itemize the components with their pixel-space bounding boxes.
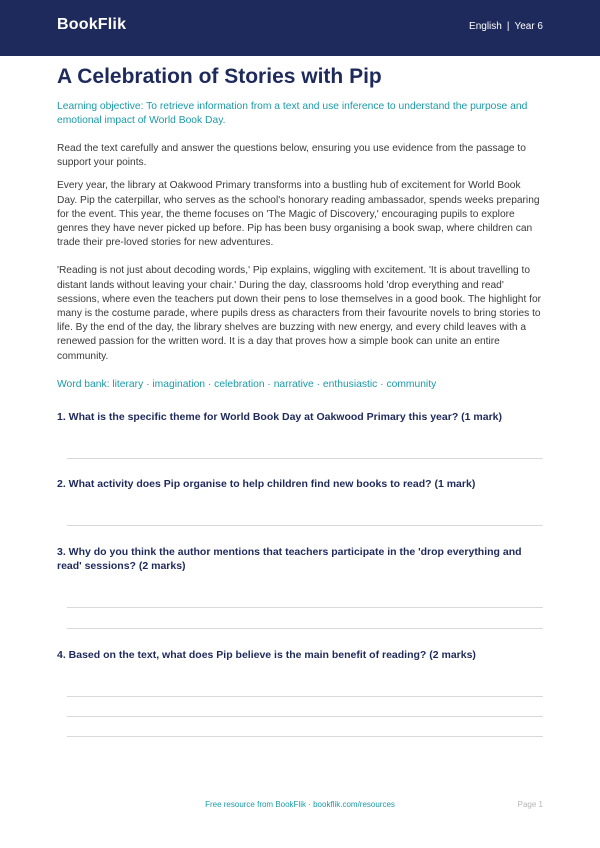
question-1: 1. What is the specific theme for World Book Day at Oakwood Primary this year? (1 mark) <box>57 410 503 423</box>
answer-line[interactable] <box>67 458 543 459</box>
page-footer <box>0 800 600 816</box>
brand-logo[interactable]: BookFlik <box>57 16 127 33</box>
answer-line[interactable] <box>67 736 543 737</box>
answer-line[interactable] <box>67 607 543 608</box>
word-bank: Word bank: literary · imagination · celebration · narrative · enthusiastic · community <box>57 378 437 390</box>
answer-line[interactable] <box>67 628 543 629</box>
answer-line[interactable] <box>67 696 543 697</box>
passage-paragraph-2: 'Reading is not just about decoding words,' Pip explains, wiggling with excitement. 'It is about travelling to distant lands without leaving your chair.' During the day, classrooms hold 'drop everything and read' sessions, where even the teachers put down their pens to lose themselves in a good book. The highlight for many is the costume parade, where pupils dress as characters from their favourite novels to bring stories to life. By the end of the day, the library shelves are buzzing with new energy, and every child leaves with a renewed passion for the written word. It is a day that proves how a simple book can unite an entire community. <box>57 265 542 362</box>
passage-paragraph-1: Every year, the library at Oakwood Primary transforms into a bustling hub of excitement for World Book Day. Pip the caterpillar, who serves as the school's honorary reading ambassador, spends weeks preparing for the event. This year, the theme focuses on 'The Magic of Discovery,' encouraging pupils to explore genres they have never picked up before. Pip has been busy organising a book swap, where children can trade their pre-loved stories for new adventures. <box>57 180 540 249</box>
page-header <box>0 0 600 56</box>
question-3: 3. Why do you think the author mentions that teachers participate in the 'drop everything and read' sessions? (2 marks) <box>57 545 522 572</box>
answer-line[interactable] <box>67 525 543 526</box>
year-group: Year 6 <box>514 20 543 32</box>
worksheet-content <box>57 62 543 737</box>
page-number: Page 1 <box>517 800 543 809</box>
answer-line[interactable] <box>67 716 543 717</box>
subject-label <box>469 21 543 32</box>
subject-name: English <box>469 20 502 32</box>
page-title: A Celebration of Stories with Pip <box>57 65 382 88</box>
question-4: 4. Based on the text, what does Pip believe is the main benefit of reading? (2 marks) <box>57 648 476 661</box>
learning-objective: Learning objective: To retrieve information from a text and use inference to understand the purpose and emotional impact of World Book Day. <box>57 101 528 126</box>
instructions: Read the text carefully and answer the questions below, ensuring you use evidence from the passage to support your points. <box>57 143 526 169</box>
subject-separator: | <box>506 20 510 32</box>
footer-credit[interactable]: Free resource from BookFlik · bookflik.com/resources <box>205 800 395 809</box>
question-2: 2. What activity does Pip organise to help children find new books to read? (1 mark) <box>57 477 476 490</box>
